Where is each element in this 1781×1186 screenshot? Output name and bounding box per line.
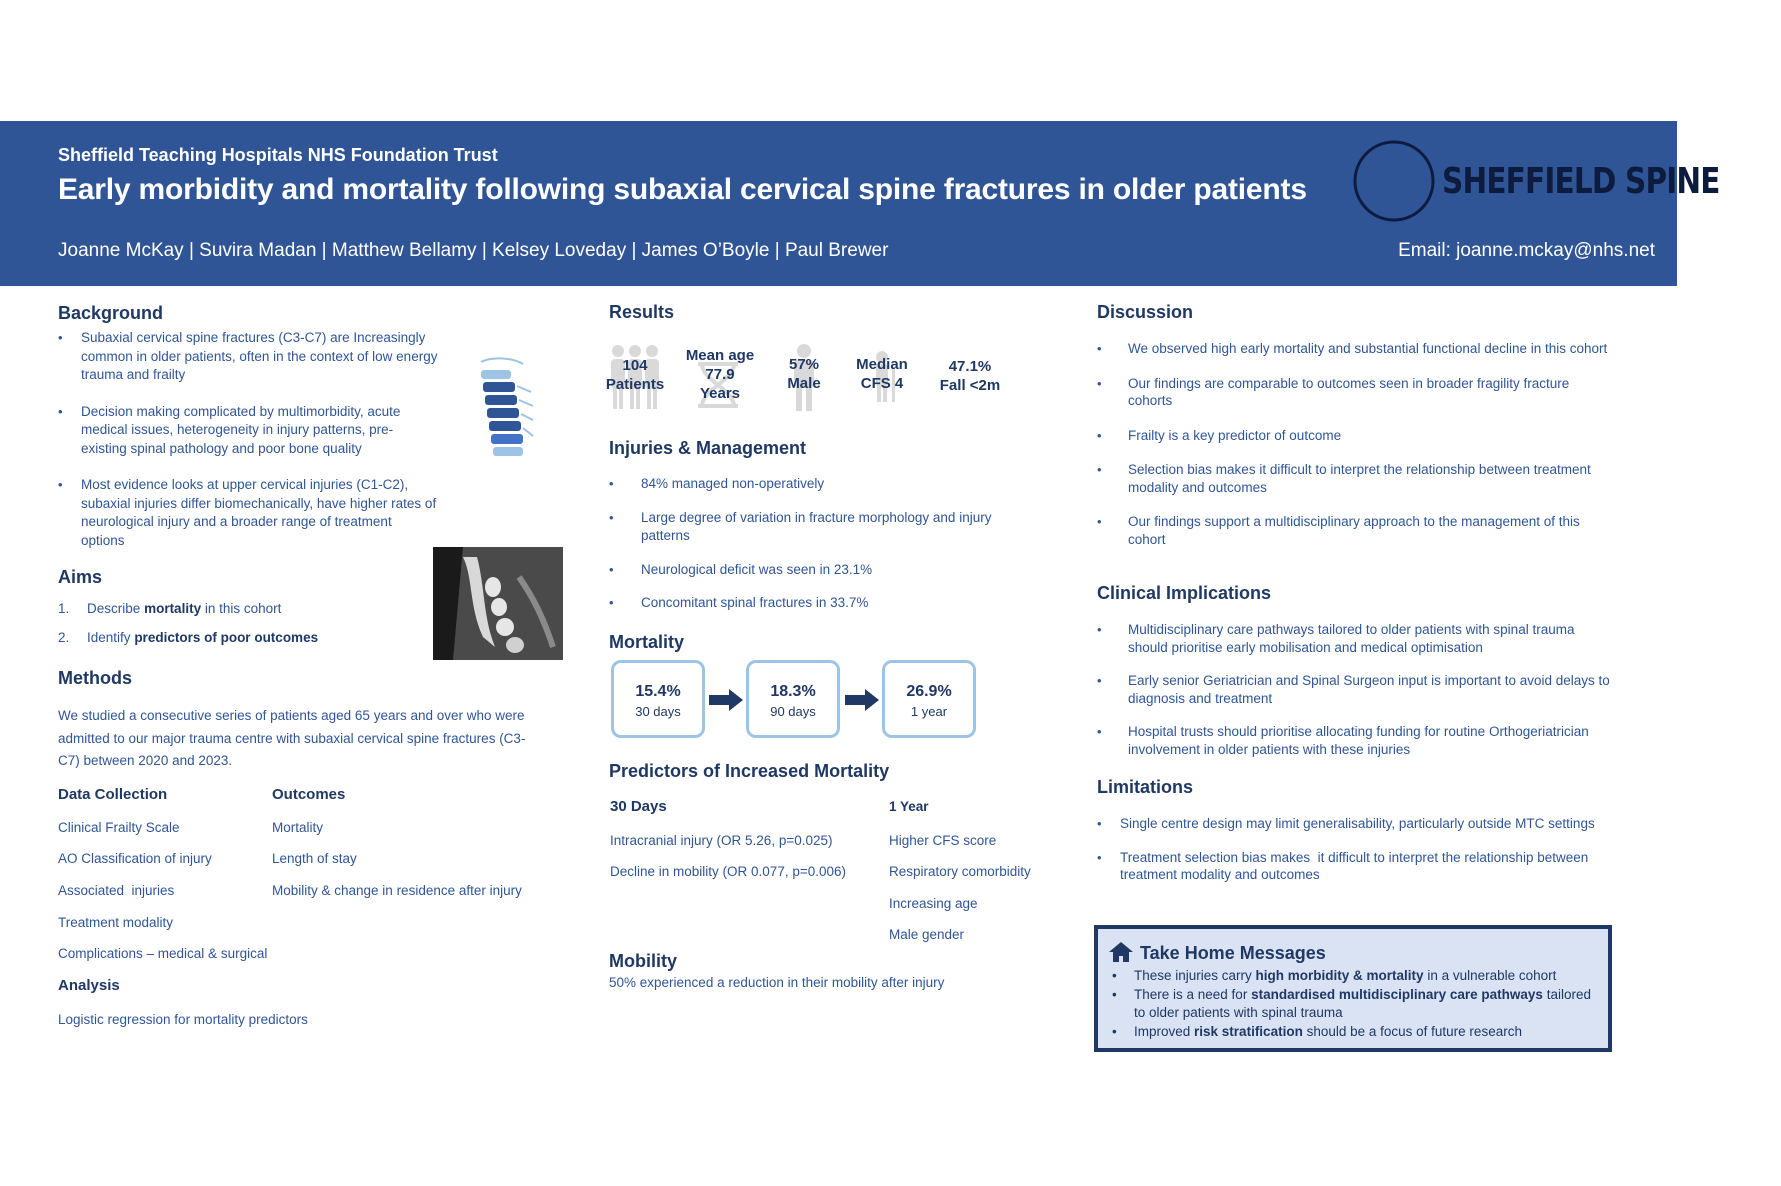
mobility-heading: Mobility (609, 951, 677, 971)
author-list: Joanne McKay | Suvira Madan | Matthew Bellamy | Kelsey Loveday | James O’Boyle | Paul Brewer (58, 240, 889, 261)
message-bold: high morbidity & mortality (1255, 968, 1424, 983)
predictors-30-days-heading: 30 Days (610, 798, 667, 815)
list-item: • Frailty is a key predictor of outcome (1097, 427, 1617, 445)
data-collection-heading: Data Collection (58, 786, 168, 803)
stat-mean-age (676, 346, 764, 403)
aim-text: Identify (87, 630, 135, 645)
background-list (58, 329, 438, 550)
aims-heading: Aims (58, 567, 103, 587)
message-bold: risk stratification (1194, 1023, 1303, 1039)
outcome-item: Mortality (272, 820, 324, 835)
mortality-heading: Mortality (609, 632, 685, 652)
arrow-right-icon (709, 689, 743, 711)
methods-heading: Methods (58, 668, 132, 688)
stat-value: 47.1% (948, 358, 992, 375)
stat-median-cfs (846, 355, 918, 393)
list-item: • Neurological deficit was seen in 23.1% (609, 561, 1029, 580)
stat-label: Years (699, 385, 741, 402)
home-icon (1108, 941, 1134, 963)
injuries-list (609, 475, 1029, 613)
stat-value: CFS 4 (860, 375, 904, 392)
mortality-value: 26.9% (906, 683, 952, 700)
list-item (1108, 986, 1598, 1023)
mobility-text: 50% experienced a reduction in their mobility after injury (609, 975, 945, 990)
aim-item-1 (58, 599, 281, 618)
stat-value: 104 (622, 357, 648, 374)
take-home-messages-box (1094, 925, 1612, 1052)
analysis-text: Logistic regression for mortality predictors (58, 1012, 308, 1027)
list-item: • Subaxial cervical spine fractures (C3-C7) are Increasingly common in older patients, often in the context of low energy trauma and frailty (58, 329, 438, 385)
aim-item-2 (58, 628, 318, 647)
stat-value: 77.9 (705, 366, 735, 383)
predictor-item: Respiratory comorbidity (889, 864, 1031, 879)
list-item: • Our findings are comparable to outcomes seen in broader fragility fracture cohorts (1097, 375, 1617, 410)
list-item: • 84% managed non-operatively (609, 475, 1029, 494)
take-home-list (1108, 967, 1598, 1041)
stat-label: Median (856, 356, 908, 373)
list-item: • Large degree of variation in fracture morphology and injury patterns (609, 509, 1029, 546)
injuries-heading: Injuries & Management (609, 438, 807, 458)
list-item: • Hospital trusts should prioritise allocating funding for routine Orthogeriatrician involvement in older patients with these injuries (1097, 723, 1617, 758)
logo-text: SHEFFIELD SPINE (1442, 160, 1720, 202)
list-item: • Selection bias makes it difficult to interpret the relationship between treatment modality and outcomes (1097, 461, 1617, 496)
discussion-heading: Discussion (1097, 302, 1194, 322)
outcomes-heading: Outcomes (272, 786, 346, 803)
list-item: • Early senior Geriatrician and Spinal Surgeon input is important to avoid delays to diagnosis and treatment (1097, 672, 1617, 707)
stat-value: 57% (788, 356, 820, 373)
sheffield-spine-logo (1352, 139, 1781, 223)
contact-email[interactable]: Email: joanne.mckay@nhs.net (1398, 240, 1655, 261)
methods-text: We studied a consecutive series of patients aged 65 years and over who were admitted to our major trauma centre with subaxial cervical spine fractures (C3-C7) between 2020 and 2023. (58, 708, 526, 768)
data-collection-item: Associated injuries (58, 883, 175, 898)
predictors-1-year-heading: 1 Year (889, 799, 929, 814)
take-home-heading: Take Home Messages (1140, 943, 1326, 963)
aim-text: in this cohort (201, 601, 282, 616)
stat-patients (602, 356, 668, 394)
background-heading: Background (58, 303, 164, 323)
data-collection-item: Complications – medical & surgical (58, 946, 268, 961)
list-item: • Multidisciplinary care pathways tailored to older patients with spinal trauma should prioritise early mobilisation and medical optimisation (1097, 621, 1617, 656)
ct-scan-image (433, 547, 563, 660)
implications-heading: Clinical Implications (1097, 583, 1272, 603)
mortality-label: 30 days (635, 704, 681, 719)
results-heading: Results (609, 302, 675, 322)
predictor-item: Increasing age (889, 896, 978, 911)
spine-logo-icon (1352, 139, 1436, 223)
limitations-list (1097, 815, 1617, 884)
poster-header (0, 121, 1720, 286)
mortality-box-30-days (611, 660, 705, 738)
list-item: • Our findings support a multidisciplinary approach to the management of this cohort (1097, 513, 1617, 548)
mortality-value: 15.4% (635, 683, 681, 700)
discussion-list (1097, 340, 1617, 548)
list-item: • Most evidence looks at upper cervical injuries (C1-C2), subaxial injuries differ biomechanically, have higher rates of neurological injury and a broader range of treatment options (58, 476, 438, 550)
stat-label: Fall <2m (939, 377, 1001, 394)
stat-fall (932, 357, 1008, 395)
stat-male (774, 355, 834, 393)
implications-list (1097, 621, 1617, 758)
aim-number: 1. (58, 601, 70, 616)
message-bold: standardised multidisciplinary care pathways (1251, 986, 1543, 1002)
data-collection-item: Treatment modality (58, 915, 174, 930)
aim-bold: mortality (144, 601, 202, 616)
message-text: There is a need for (1134, 986, 1252, 1002)
outcome-item: Length of stay (272, 851, 357, 866)
stat-label: Patients (605, 376, 665, 393)
message-text: These injuries carry (1134, 968, 1256, 983)
predictor-item: Intracranial injury (OR 5.26, p=0.025) (610, 833, 833, 848)
list-item (1108, 1023, 1598, 1042)
list-item: • Single centre design may limit generalisability, particularly outside MTC settings (1097, 815, 1617, 833)
list-item (1108, 967, 1598, 986)
list-item: • Decision making complicated by multimorbidity, acute medical issues, heterogeneity in injury patterns, pre-existing spinal pathology and poor bone quality (58, 403, 438, 459)
mortality-label: 90 days (770, 704, 816, 719)
mortality-box-1-year (882, 660, 976, 738)
predictor-item: Higher CFS score (889, 833, 997, 848)
trust-name: Sheffield Teaching Hospitals NHS Foundation Trust (58, 145, 498, 165)
data-collection-item: AO Classification of injury (58, 851, 212, 866)
outcome-item: Mobility & change in residence after injury (272, 883, 522, 898)
poster-title: Early morbidity and mortality following subaxial cervical spine fractures in older patients (58, 173, 1307, 206)
predictors-heading: Predictors of Increased Mortality (609, 761, 890, 781)
stat-label: Mean age (685, 347, 755, 364)
list-item: • Treatment selection bias makes it difficult to interpret the relationship between treatment modality and outcomes (1097, 849, 1617, 884)
mortality-label: 1 year (910, 704, 948, 719)
analysis-heading: Analysis (58, 977, 120, 994)
message-text: in a vulnerable cohort (1423, 968, 1557, 983)
aim-number: 2. (58, 630, 70, 645)
aim-bold: predictors of poor outcomes (134, 630, 319, 645)
arrow-right-icon (845, 689, 879, 711)
limitations-heading: Limitations (1097, 777, 1194, 797)
message-text: should be a focus of future research (1302, 1023, 1522, 1039)
mortality-box-90-days (746, 660, 840, 738)
list-item: • We observed high early mortality and substantial functional decline in this cohort (1097, 340, 1617, 358)
predictor-item: Male gender (889, 927, 965, 942)
predictor-item: Decline in mobility (OR 0.077, p=0.006) (610, 864, 846, 879)
mortality-value: 18.3% (770, 683, 816, 700)
cervical-spine-illustration (473, 356, 535, 464)
message-text: tailored to older patients with spinal trauma (1134, 986, 1591, 1020)
aim-text: Describe (87, 601, 145, 616)
message-text: Improved (1134, 1023, 1195, 1039)
list-item: • Concomitant spinal fractures in 33.7% (609, 594, 1029, 613)
stat-label: Male (787, 375, 821, 392)
data-collection-item: Clinical Frailty Scale (58, 820, 180, 835)
